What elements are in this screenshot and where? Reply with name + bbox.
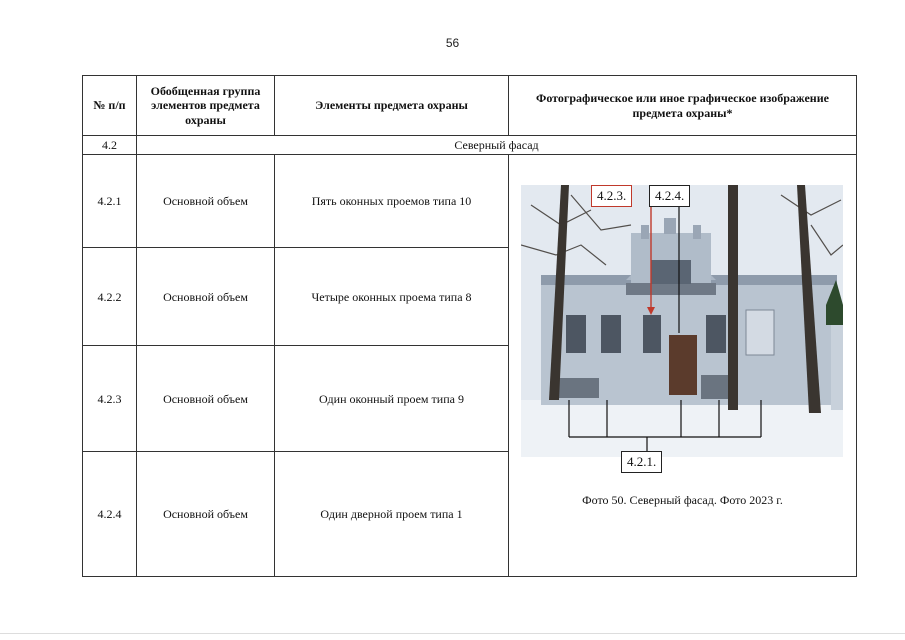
section-num: 4.2	[83, 136, 137, 155]
page-number: 56	[445, 36, 460, 50]
row-element: Один дверной проем типа 1	[275, 452, 509, 577]
header-photo: Фотографическое или иное графическое изображение предмета охраны*	[509, 76, 857, 136]
table-row	[83, 155, 857, 248]
photo-caption: Фото 50. Северный фасад. Фото 2023 г.	[582, 493, 783, 508]
scan-edge	[0, 633, 905, 634]
row-num: 4.2.1	[83, 155, 137, 248]
photo-cell	[509, 155, 857, 577]
section-title: Северный фасад	[137, 136, 857, 155]
protection-table	[82, 75, 857, 577]
row-num: 4.2.4	[83, 452, 137, 577]
row-element: Пять оконных проемов типа 10	[275, 155, 509, 248]
header-group: Обобщенная группа элементов предмета охраны	[137, 76, 275, 136]
header-elements: Элементы предмета охраны	[275, 76, 509, 136]
label-4-2-1: 4.2.1.	[621, 451, 662, 473]
section-row	[83, 136, 857, 155]
row-group: Основной объем	[137, 155, 275, 248]
row-group: Основной объем	[137, 346, 275, 452]
row-element: Четыре оконных проема типа 8	[275, 248, 509, 346]
row-element: Один оконный проем типа 9	[275, 346, 509, 452]
header-row	[83, 76, 857, 136]
label-4-2-3: 4.2.3.	[591, 185, 632, 207]
label-4-2-4: 4.2.4.	[649, 185, 690, 207]
row-group: Основной объем	[137, 248, 275, 346]
header-num: № п/п	[83, 76, 137, 136]
north-facade-photo	[521, 185, 843, 457]
row-num: 4.2.2	[83, 248, 137, 346]
row-group: Основной объем	[137, 452, 275, 577]
row-num: 4.2.3	[83, 346, 137, 452]
